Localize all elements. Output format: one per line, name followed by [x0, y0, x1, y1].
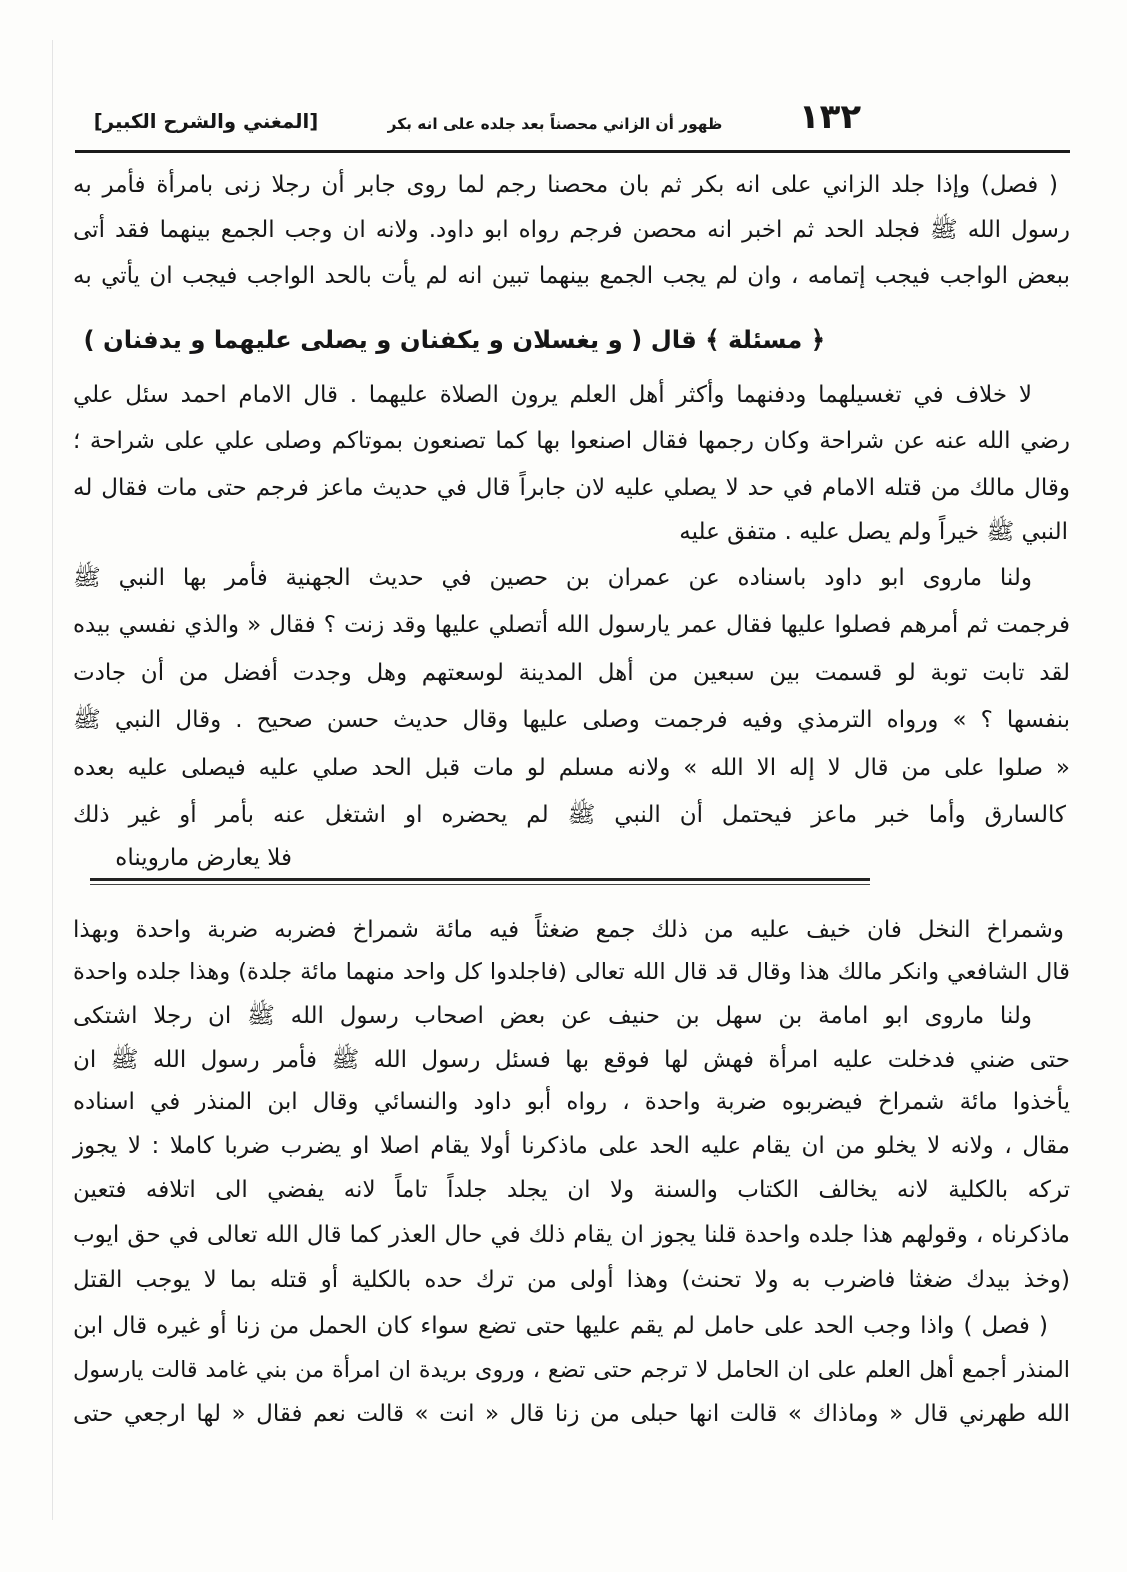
text-line: [72, 1040, 1070, 1080]
text-line: [72, 421, 1070, 461]
line-text: رسول الله ﷺ فجلد الحد ثم اخبر انه محصن فرجم رواه ابو داود. ولانه ان وجب الجمع بينهما فقد أتى: [73, 217, 1070, 243]
text-line: [72, 996, 1070, 1036]
separator-thin-rule: [90, 884, 870, 885]
text-line: [72, 1260, 1070, 1300]
line-text: كالسارق وأما خبر ماعز فيحتمل أن النبي ﷺ لم يحضره او اشتغل عنه بأمر أو غير ذلك: [73, 802, 1066, 828]
text-line: [72, 700, 1070, 740]
line-text: حتى ضني فدخلت عليه امرأة فهش لها فوقع بها فسئل رسول الله ﷺ فأمر رسول الله ﷺ ان: [73, 1047, 1070, 1073]
text-line: [72, 512, 1070, 552]
text-line: [72, 605, 1070, 645]
text-line: [72, 1350, 1070, 1390]
line-text: قال الشافعي وانكر مالك هذا وقال قد قال الله تعالى (فاجلدوا كل واحد منهما مائة جلدة) وهذا جلده واحدة: [73, 959, 1070, 985]
header-rule: [75, 150, 1070, 153]
text-line: [72, 653, 1070, 693]
line-text: فلا يعارض مارويناه: [115, 845, 292, 871]
section-heading-text: ﴿ مسئلة ﴾ قال ( و يغسلان و يكفنان و يصلى عليهما و يدفنان ): [83, 325, 825, 354]
line-text: فرجمت ثم أمرهم فصلوا عليها فقال عمر يارسول الله أتصلي عليها وقد زنت ؟ فقال « والذي نفسي بيده: [73, 612, 1070, 638]
text-line: [72, 1082, 1070, 1122]
section-separator: [90, 878, 870, 886]
line-text: (وخذ بيدك ضغثا فاضرب به ولا تحنث) وهذا أولى من ترك حده بالكلية أو قتله بما لا يوجب القتل: [73, 1267, 1070, 1293]
line-text: « صلوا على من قال لا إله الا الله » ولانه مسلم لو مات قبل الحد صلي عليه فيصلى عليه بعده: [73, 755, 1070, 781]
line-text: وشمراخ النخل فان خيف عليه من ذلك جمع ضغثاً فيه مائة شمراخ فضربه ضربة واحدة وبهذا: [73, 917, 1064, 943]
text-line: [72, 1215, 1070, 1255]
line-text: ( فصل) وإذا جلد الزاني على انه بكر ثم بان محصنا رجم لما روى جابر أن رجلا زنى بامرأة فأمر به: [73, 172, 1058, 198]
line-text: المنذر أجمع أهل العلم على ان الحامل لا ترجم حتى تضع ، وروى بريدة ان امرأة من بني غامد قالت يارسول: [73, 1357, 1070, 1383]
running-title: [385, 104, 725, 140]
text-line: [72, 1170, 1070, 1210]
text-line: [72, 558, 1070, 598]
line-text: لقد تابت توبة لو قسمت بين سبعين من أهل المدينة لوسعتهم وهل وجدت أفضل من أن جادت: [73, 660, 1070, 686]
page-number: [780, 92, 880, 142]
line-text: وقال مالك من قتله الامام في حد لا يصلي عليه لان جابراً قال في حديث ماعز فرجم حتى مات فقال له: [73, 475, 1070, 501]
text-line: [72, 1126, 1070, 1166]
text-line: [72, 952, 1070, 992]
separator-thick-rule: [90, 878, 870, 881]
text-line: [72, 748, 1070, 788]
line-text: رضي الله عنه عن شراحة وكان رجمها فقال اصنعوا بها كما تصنعون بموتاكم وصلى علي على شراحة ؛: [73, 428, 1070, 454]
text-line: [72, 165, 1070, 205]
line-text: مقال ، ولانه لا يخلو من ان يقام عليه الحد على ماذكرنا أولا يقام اصلا او يضرب ضربا كاملا : لا يجوز: [73, 1133, 1070, 1159]
text-line: [72, 468, 1070, 508]
text-line: [72, 838, 1070, 878]
line-text: ببعض الواجب فيجب إتمامه ، وان لم يجب الجمع بينهما تبين انه لم يأت بالحد الواجب فيجب ان يأتي به: [73, 263, 1070, 289]
text-line: [72, 256, 1070, 296]
line-text: ولنا ماروى ابو امامة بن سهل بن حنيف عن بعض اصحاب رسول الله ﷺ ان رجلا اشتكى: [73, 1003, 1032, 1029]
text-line: [72, 910, 1070, 950]
book-title-text: [المغني والشرح الكبير]: [93, 110, 319, 133]
book-title: [92, 104, 320, 140]
line-text: النبي ﷺ خيراً ولم يصل عليه . متفق عليه: [679, 519, 1068, 545]
text-line: [72, 210, 1070, 250]
line-text: يأخذوا مائة شمراخ فيضربوه ضربة واحدة ، رواه أبو داود والنسائي وقال ابن المنذر في اسناده: [73, 1089, 1070, 1115]
line-text: الله طهرني قال « وماذاك » قالت انها حبلى من زنا قال « انت » قالت نعم فقال « لها ارجعي حتى: [73, 1401, 1070, 1427]
margin-line: [52, 40, 53, 1520]
line-text: لا خلاف في تغسيلهما ودفنهما وأكثر أهل العلم يرون الصلاة عليهما . قال الامام احمد سئل علي: [73, 382, 1032, 408]
text-line: [72, 1394, 1070, 1434]
page-number-text: ١٣٢: [798, 97, 862, 137]
section-heading: [72, 318, 1070, 362]
running-title-text: ظهور أن الزاني محصناً بعد جلده على انه بكر: [387, 115, 723, 133]
line-text: بنفسها ؟ » ورواه الترمذي وفيه فرجمت وصلى عليها وقال حديث حسن صحيح . وقال النبي ﷺ: [73, 707, 1070, 733]
line-text: تركه بالكلية لانه يخالف الكتاب والسنة ولا ان يجلد جلداً تاماً لانه يفضي الى اتلافه فتعين: [73, 1177, 1070, 1203]
text-line: [72, 1306, 1070, 1346]
line-text: ماذكرناه ، وقولهم هذا جلده واحدة قلنا يجوز ان يقام ذلك في حال العذر كما قال الله تعالى في حق ايوب: [73, 1222, 1070, 1248]
line-text: ولنا ماروى ابو داود باسناده عن عمران بن حصين في حديث الجهنية فأمر بها النبي ﷺ: [73, 565, 1032, 591]
text-line: [72, 375, 1070, 415]
line-text: ( فصل ) واذا وجب الحد على حامل لم يقم عليها حتى تضع سواء كان الحمل من زنا أو غيره قال ابن: [73, 1313, 1048, 1339]
text-line: [72, 795, 1070, 835]
